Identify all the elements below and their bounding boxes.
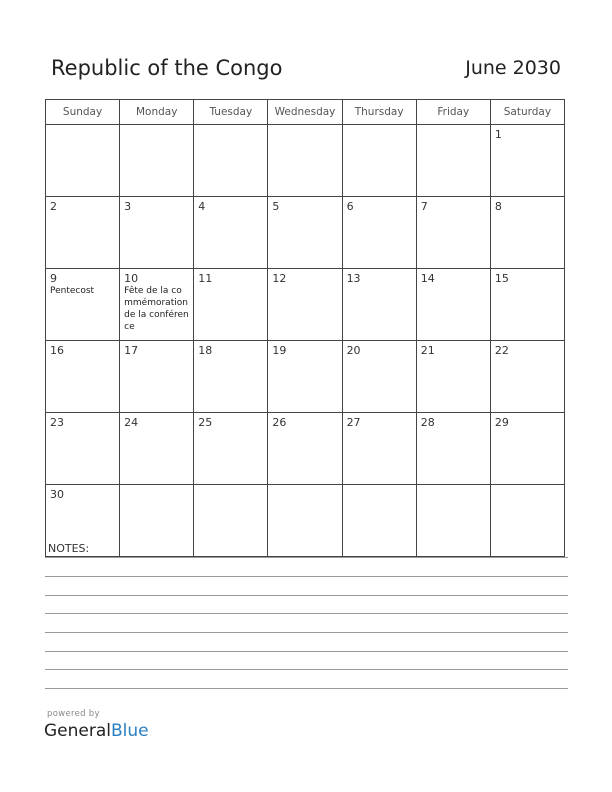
- day-number: 30: [50, 488, 64, 501]
- weekday-sunday: Sunday: [46, 100, 120, 125]
- day-cell: [120, 269, 194, 341]
- generalblue-logo: [44, 721, 149, 741]
- day-cell: [268, 341, 342, 413]
- day-cell: [490, 341, 564, 413]
- week-row-1: [46, 125, 565, 197]
- day-cell: [342, 197, 416, 269]
- empty-day-cell: [416, 485, 490, 557]
- holiday-label: Fête de la commémoration de la conférence: [124, 286, 189, 332]
- day-number: 22: [494, 344, 509, 357]
- day-number: 5: [272, 200, 280, 213]
- day-number: 6: [346, 200, 354, 213]
- day-cell: [194, 197, 268, 269]
- empty-day-cell: [120, 485, 194, 557]
- holiday-label: Pentecost: [50, 286, 95, 296]
- day-cell: [490, 197, 564, 269]
- day-cell: [268, 197, 342, 269]
- day-number: 18: [198, 344, 213, 357]
- notes-line: [45, 669, 568, 670]
- week-row-2: [46, 197, 565, 269]
- day-number: 27: [346, 416, 361, 429]
- day-cell: [342, 413, 416, 485]
- day-number: 14: [420, 272, 435, 285]
- day-cell: [194, 341, 268, 413]
- day-number: 12: [272, 272, 287, 285]
- day-cell: [46, 341, 120, 413]
- day-cell: [268, 269, 342, 341]
- empty-day-cell: [416, 125, 490, 197]
- day-number: 2: [50, 200, 57, 213]
- day-number: 29: [494, 416, 509, 429]
- weekday-header-row: [46, 100, 565, 125]
- calendar-country-title: Republic of the Congo: [51, 56, 283, 80]
- day-cell: [194, 269, 268, 341]
- day-number: 15: [494, 272, 509, 285]
- notes-line: [45, 688, 568, 689]
- calendar-grid: [45, 99, 565, 557]
- day-number: 7: [420, 200, 428, 213]
- day-number: 17: [124, 344, 139, 357]
- day-cell: [416, 269, 490, 341]
- day-number: 11: [198, 272, 213, 285]
- week-row-3: [46, 269, 565, 341]
- empty-day-cell: [46, 125, 120, 197]
- notes-line: [45, 613, 568, 614]
- day-number: 10: [124, 272, 139, 285]
- notes-line: [45, 651, 568, 652]
- weekday-saturday: Saturday: [490, 100, 564, 125]
- day-number: 20: [346, 344, 361, 357]
- day-number: 1: [494, 128, 502, 141]
- day-cell: [268, 413, 342, 485]
- day-cell: [416, 413, 490, 485]
- day-cell: [120, 341, 194, 413]
- notes-line: [45, 576, 568, 577]
- day-number: 13: [346, 272, 361, 285]
- notes-line: [45, 632, 568, 633]
- day-cell: [46, 413, 120, 485]
- weekday-tuesday: Tuesday: [194, 100, 268, 125]
- day-number: 3: [124, 200, 132, 213]
- week-row-6: [46, 485, 565, 557]
- day-cell: [120, 413, 194, 485]
- powered-by-text: powered by: [47, 709, 100, 719]
- notes-line: [45, 557, 568, 558]
- day-cell: [416, 197, 490, 269]
- day-cell: [194, 413, 268, 485]
- day-number: 9: [50, 272, 57, 285]
- day-number: 28: [420, 416, 435, 429]
- day-cell: [46, 269, 120, 341]
- day-number: 25: [198, 416, 213, 429]
- empty-day-cell: [194, 485, 268, 557]
- day-number: 19: [272, 344, 287, 357]
- day-cell: [490, 269, 564, 341]
- notes-label: NOTES:: [48, 542, 90, 555]
- day-number: 8: [494, 200, 502, 213]
- day-number: 23: [50, 416, 64, 429]
- empty-day-cell: [194, 125, 268, 197]
- logo-text-blue: Blue: [111, 721, 149, 741]
- day-cell: [342, 341, 416, 413]
- notes-line: [45, 595, 568, 596]
- weekday-monday: Monday: [120, 100, 194, 125]
- day-number: 16: [50, 344, 64, 357]
- day-cell: [490, 125, 564, 197]
- day-number: 21: [420, 344, 435, 357]
- weekday-thursday: Thursday: [342, 100, 416, 125]
- empty-day-cell: [490, 485, 564, 557]
- week-row-5: [46, 413, 565, 485]
- day-cell: [416, 341, 490, 413]
- day-cell: [120, 197, 194, 269]
- day-number: 26: [272, 416, 287, 429]
- week-row-4: [46, 341, 565, 413]
- empty-day-cell: [268, 485, 342, 557]
- empty-day-cell: [120, 125, 194, 197]
- day-cell: [490, 413, 564, 485]
- empty-day-cell: [342, 485, 416, 557]
- day-cell: [46, 197, 120, 269]
- calendar-month-title: June 2030: [465, 57, 561, 79]
- weekday-wednesday: Wednesday: [268, 100, 342, 125]
- day-cell: [342, 269, 416, 341]
- empty-day-cell: [268, 125, 342, 197]
- weekday-friday: Friday: [416, 100, 490, 125]
- day-number: 4: [198, 200, 206, 213]
- logo-text-general: General: [44, 721, 111, 741]
- empty-day-cell: [342, 125, 416, 197]
- day-number: 24: [124, 416, 139, 429]
